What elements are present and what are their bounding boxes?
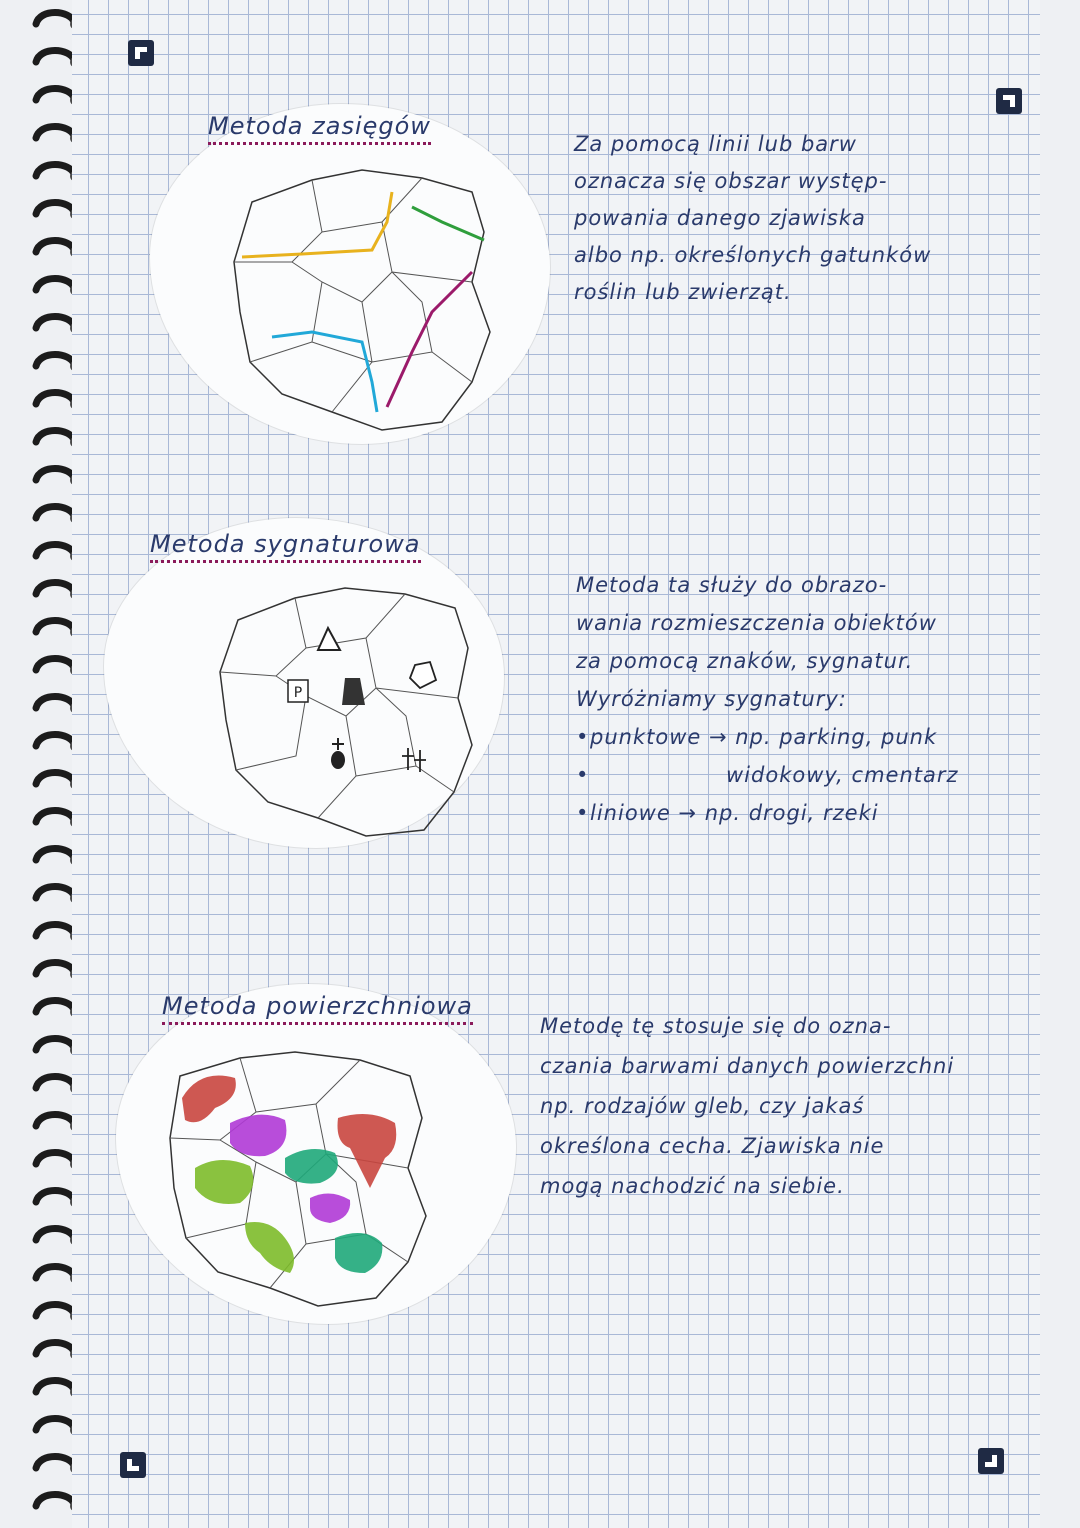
spiral-binding	[0, 0, 80, 1528]
corner-mark-top-right-icon	[996, 88, 1022, 114]
spiral-ring	[36, 1001, 74, 1013]
spiral-ring	[36, 1191, 74, 1203]
area-line-2: czania barwami danych powierzchni	[540, 1054, 955, 1078]
signature-types-list	[576, 718, 959, 832]
corner-mark-top-left-icon	[128, 40, 154, 66]
area-method-map	[160, 1048, 440, 1310]
range-method-title	[208, 112, 431, 140]
range-method-map	[222, 162, 502, 442]
spiral-ring	[36, 165, 74, 177]
spiral-ring	[36, 1457, 74, 1469]
signature-bullet-linear: • liniowe → np. drogi, rzeki	[576, 794, 959, 832]
triangle-sign	[318, 628, 340, 650]
corner-mark-bottom-left-icon	[120, 1452, 146, 1478]
spiral-ring	[36, 317, 74, 329]
area-red-1	[182, 1076, 236, 1123]
signature-method-title-text: Metoda sygnaturowa	[150, 530, 421, 563]
spiral-ring	[36, 241, 74, 253]
cross-sign	[332, 738, 344, 750]
filled-square-sign	[342, 678, 365, 705]
range-line-1: Za pomocą linii lub barw	[574, 132, 857, 156]
signature-line-1: Metoda ta służy do obrazo-	[576, 573, 888, 597]
spiral-ring	[36, 51, 74, 63]
spiral-ring	[36, 1381, 74, 1393]
signature-line-4: Wyróżniamy sygnatury:	[576, 687, 847, 711]
area-line-4: określona cecha. Zjawiska nie	[540, 1134, 885, 1158]
spiral-ring	[36, 203, 74, 215]
spiral-ring	[36, 849, 74, 861]
spiral-ring	[36, 1039, 74, 1051]
spiral-ring	[36, 279, 74, 291]
area-green-2	[245, 1222, 294, 1273]
spiral-ring	[36, 811, 74, 823]
range-line-5: roślin lub zwierząt.	[574, 280, 792, 304]
range-method-title-text: Metoda zasięgów	[208, 112, 431, 145]
spiral-ring	[36, 355, 74, 367]
area-line-1: Metodę tę stosuje się do ozna-	[540, 1014, 892, 1038]
cave-sign	[331, 751, 345, 769]
range-line-2: oznacza się obszar występ-	[574, 169, 888, 193]
poland-outline	[234, 170, 490, 430]
area-line-3: np. rodzajów gleb, czy jakaś	[540, 1094, 865, 1118]
spiral-ring	[36, 1153, 74, 1165]
spiral-ring	[36, 1495, 74, 1507]
range-line-3: powania danego zjawiska	[574, 206, 866, 230]
range-line-4: albo np. określonych gatunków	[574, 243, 932, 267]
spiral-ring	[36, 925, 74, 937]
spiral-ring	[36, 545, 74, 557]
hexagon-sign	[410, 662, 436, 688]
signature-method-description	[576, 566, 959, 832]
area-teal-2	[335, 1233, 382, 1273]
area-purple-1	[230, 1115, 286, 1157]
corner-mark-bottom-right-icon	[978, 1448, 1004, 1474]
signature-bullet-point: • punktowe → np. parking, punk	[576, 718, 959, 756]
area-red-2	[338, 1114, 397, 1188]
spiral-ring	[36, 697, 74, 709]
spiral-ring	[36, 1077, 74, 1089]
area-green-1	[195, 1160, 253, 1204]
parking-sign-label: P	[293, 685, 303, 701]
spiral-ring	[36, 1267, 74, 1279]
area-method-description	[540, 1006, 954, 1206]
spiral-ring	[36, 1305, 74, 1317]
signature-bullet-point-cont: • widokowy, cmentarz	[576, 756, 959, 794]
spiral-ring	[36, 469, 74, 481]
spiral-ring	[36, 1343, 74, 1355]
spiral-ring	[36, 13, 74, 25]
signature-line-2: wania rozmieszczenia obiektów	[576, 611, 937, 635]
spiral-ring	[36, 887, 74, 899]
spiral-ring	[36, 1419, 74, 1431]
area-method-title	[162, 992, 473, 1020]
spiral-ring	[36, 1115, 74, 1127]
poland-outline	[220, 588, 472, 836]
range-line-green	[412, 207, 484, 240]
spiral-ring	[36, 89, 74, 101]
spiral-ring	[36, 127, 74, 139]
signature-line-3: za pomocą znaków, sygnatur.	[576, 649, 914, 673]
spiral-ring	[36, 1229, 74, 1241]
spiral-ring	[36, 963, 74, 975]
spiral-ring	[36, 773, 74, 785]
area-line-5: mogą nachodzić na siebie.	[540, 1174, 845, 1198]
signature-method-map	[210, 580, 480, 840]
spiral-ring	[36, 735, 74, 747]
spiral-ring	[36, 431, 74, 443]
area-method-title-text: Metoda powierzchniowa	[162, 992, 473, 1025]
area-teal-1	[285, 1149, 338, 1184]
range-method-description	[574, 126, 931, 311]
spiral-ring	[36, 583, 74, 595]
cemetery-sign	[402, 748, 426, 772]
spiral-ring	[36, 659, 74, 671]
signature-method-title	[150, 530, 421, 558]
spiral-ring	[36, 393, 74, 405]
spiral-ring	[36, 507, 74, 519]
spiral-ring	[36, 621, 74, 633]
area-purple-2	[310, 1193, 350, 1223]
range-line-cyan	[272, 332, 377, 412]
